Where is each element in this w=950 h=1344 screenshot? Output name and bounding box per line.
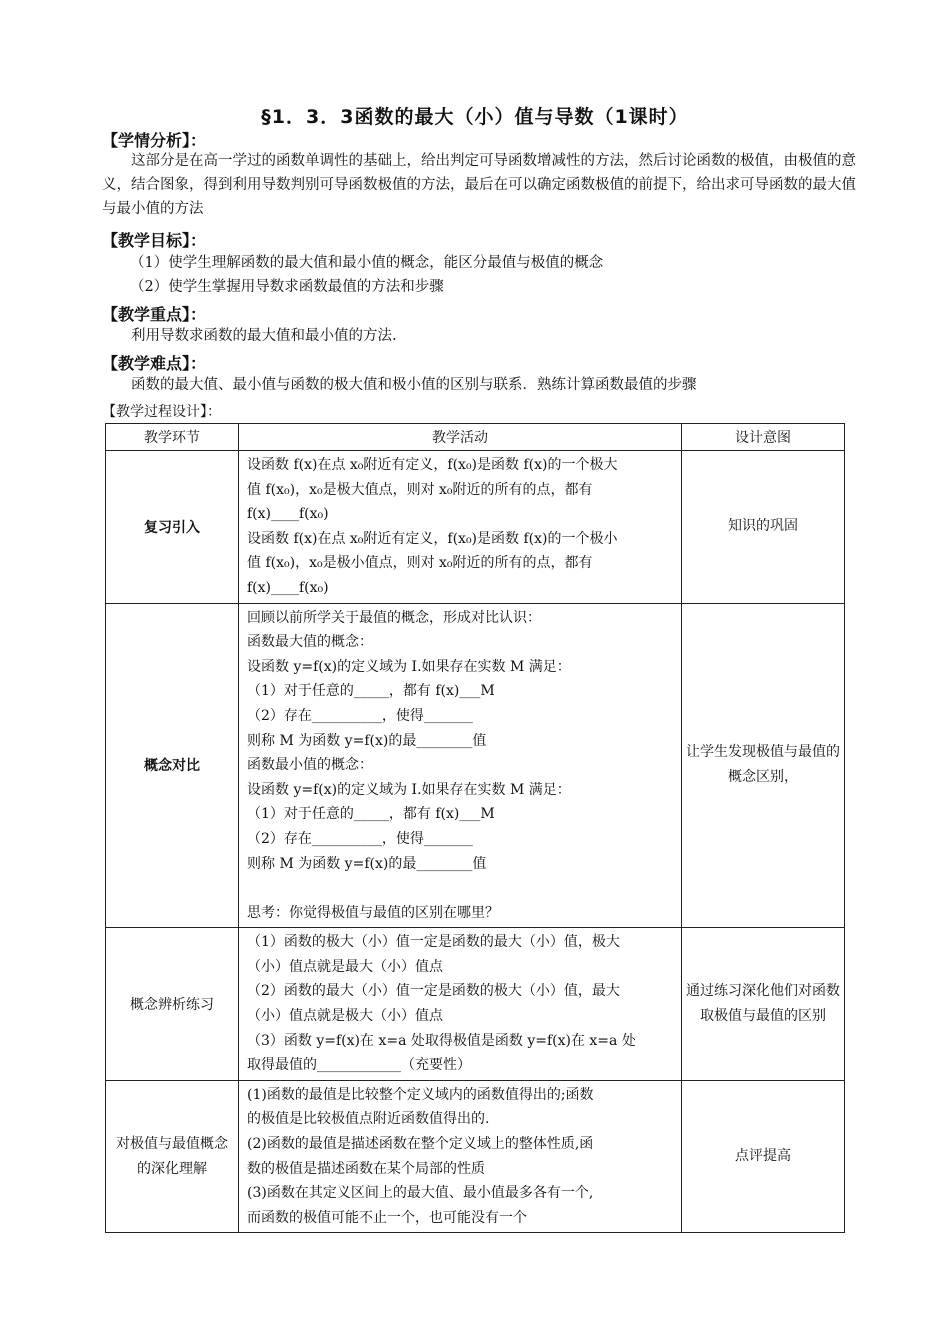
activity-line: f(x)____f(x₀) [247, 579, 329, 596]
activity-line: 设函数 y=f(x)的定义域为 I.如果存在实数 M 满足： [247, 781, 571, 798]
activity-line: （小）值点就是极大（小）值点 [247, 1008, 443, 1025]
activity-line: 而函数的极值可能不止一个，也可能没有一个 [247, 1209, 527, 1226]
table-header-row [106, 424, 845, 451]
process-table [105, 423, 845, 1233]
table-row [106, 1080, 845, 1233]
row-activity [239, 603, 682, 928]
row-intent: 点评提高 [682, 1080, 845, 1233]
activity-line: （2）存在__________，使得_______ [247, 830, 473, 847]
row-activity [239, 451, 682, 604]
page-title: §1．3．3函数的最大（小）值与导数（1课时） [261, 106, 689, 128]
activity-line: 回顾以前所学关于最值的概念，形成对比认识： [247, 609, 541, 626]
activity-line: （2）存在__________，使得_______ [247, 707, 473, 724]
header-activity: 教学活动 [239, 424, 682, 451]
row-intent: 知识的巩固 [682, 451, 845, 604]
goal-1: （1）使学生理解函数的最大值和最小值的概念，能区分最值与极值的概念 [130, 255, 604, 271]
activity-line: (3)函数在其定义区间上的最大值、最小值最多各有一个, [247, 1185, 594, 1202]
activity-line: （1）对于任意的_____，都有 f(x)___M [247, 683, 495, 700]
activity-line: 则称 M 为函数 y=f(x)的最________值 [247, 732, 487, 749]
table-row [106, 603, 845, 928]
row-intent: 让学生发现极值与最值的概念区别， [682, 603, 845, 928]
header-intent: 设计意图 [682, 424, 845, 451]
process-heading: 【教学过程设计】： [102, 404, 221, 420]
activity-line: （1）对于任意的_____，都有 f(x)___M [247, 806, 495, 823]
key-text: 利用导数求函数的最大值和最小值的方法. [131, 328, 397, 344]
row-activity [239, 1080, 682, 1233]
activity-line: （2）函数的最大（小）值一定是函数的极大（小）值，最大 [247, 983, 620, 1000]
table-row [106, 928, 845, 1081]
row-stage: 概念对比 [106, 603, 239, 928]
activity-line: 设函数 f(x)在点 x₀附近有定义，f(x₀)是函数 f(x)的一个极大 [247, 457, 618, 473]
header-stage: 教学环节 [106, 424, 239, 451]
activity-line: 设函数 y=f(x)的定义域为 I.如果存在实数 M 满足： [247, 658, 571, 675]
row-intent: 通过练习深化他们对函数取极值与最值的区别 [682, 928, 845, 1081]
activity-line: f(x)____f(x₀) [247, 506, 329, 523]
activity-line: 则称 M 为函数 y=f(x)的最________值 [247, 855, 487, 872]
difficulty-text: 函数的最大值、最小值与函数的极大值和极小值的区别与联系．熟练计算函数最值的步骤 [131, 377, 697, 393]
activity-line: （1）函数的极大（小）值一定是函数的最大（小）值，极大 [247, 934, 620, 951]
activity-line: (2)函数的最值是描述函数在整个定义域上的整体性质,函 [247, 1136, 594, 1153]
analysis-heading: 【学情分析】： [102, 131, 207, 150]
goals-heading: 【教学目标】： [102, 231, 207, 250]
row-stage: 概念辨析练习 [106, 928, 239, 1081]
activity-line: （小）值点就是最大（小）值点 [247, 958, 443, 975]
activity-line: 值 f(x₀)，x₀是极小值点，则对 x₀附近的所有的点，都有 [247, 555, 593, 572]
activity-line: 值 f(x₀)，x₀是极大值点，则对 x₀附近的所有的点，都有 [247, 481, 593, 498]
activity-line: 的极值是比较极值点附近函数值得出的. [247, 1111, 490, 1128]
row-activity [239, 928, 682, 1081]
row-stage: 复习引入 [106, 451, 239, 604]
difficulty-heading: 【教学难点】： [102, 354, 207, 373]
activity-line [247, 876, 675, 901]
analysis-text: 这部分是在高一学过的函数单调性的基础上，给出判定可导函数增减性的方法，然后讨论函数的极值，由极值的意义，结合图象，得到利用导数判别可导函数极值的方法，最后在可以确定函数极值的前提下，给出求可导函数的最大值与最小值的方法 [102, 153, 856, 217]
key-heading: 【教学重点】： [102, 305, 207, 324]
goal-2: （2）使学生掌握用导数求函数最值的方法和步骤 [130, 279, 444, 295]
row-stage: 对极值与最值概念的深化理解 [106, 1080, 239, 1233]
table-row [106, 451, 845, 604]
activity-line: 函数最小值的概念： [247, 757, 373, 774]
activity-line: 取得最值的____________（充要性） [247, 1057, 471, 1074]
activity-line: 函数最大值的概念： [247, 634, 373, 651]
activity-line: （3）函数 y=f(x)在 x=a 处取得极值是函数 y=f(x)在 x=a 处 [247, 1032, 636, 1049]
activity-line: 数的极值是描述函数在某个局部的性质 [247, 1160, 485, 1177]
activity-line: 设函数 f(x)在点 x₀附近有定义，f(x₀)是函数 f(x)的一个极小 [247, 530, 618, 547]
activity-line: (1)函数的最值是比较整个定义域内的函数值得出的;函数 [247, 1086, 594, 1103]
activity-line: 思考：你觉得极值与最值的区别在哪里？ [247, 904, 499, 921]
